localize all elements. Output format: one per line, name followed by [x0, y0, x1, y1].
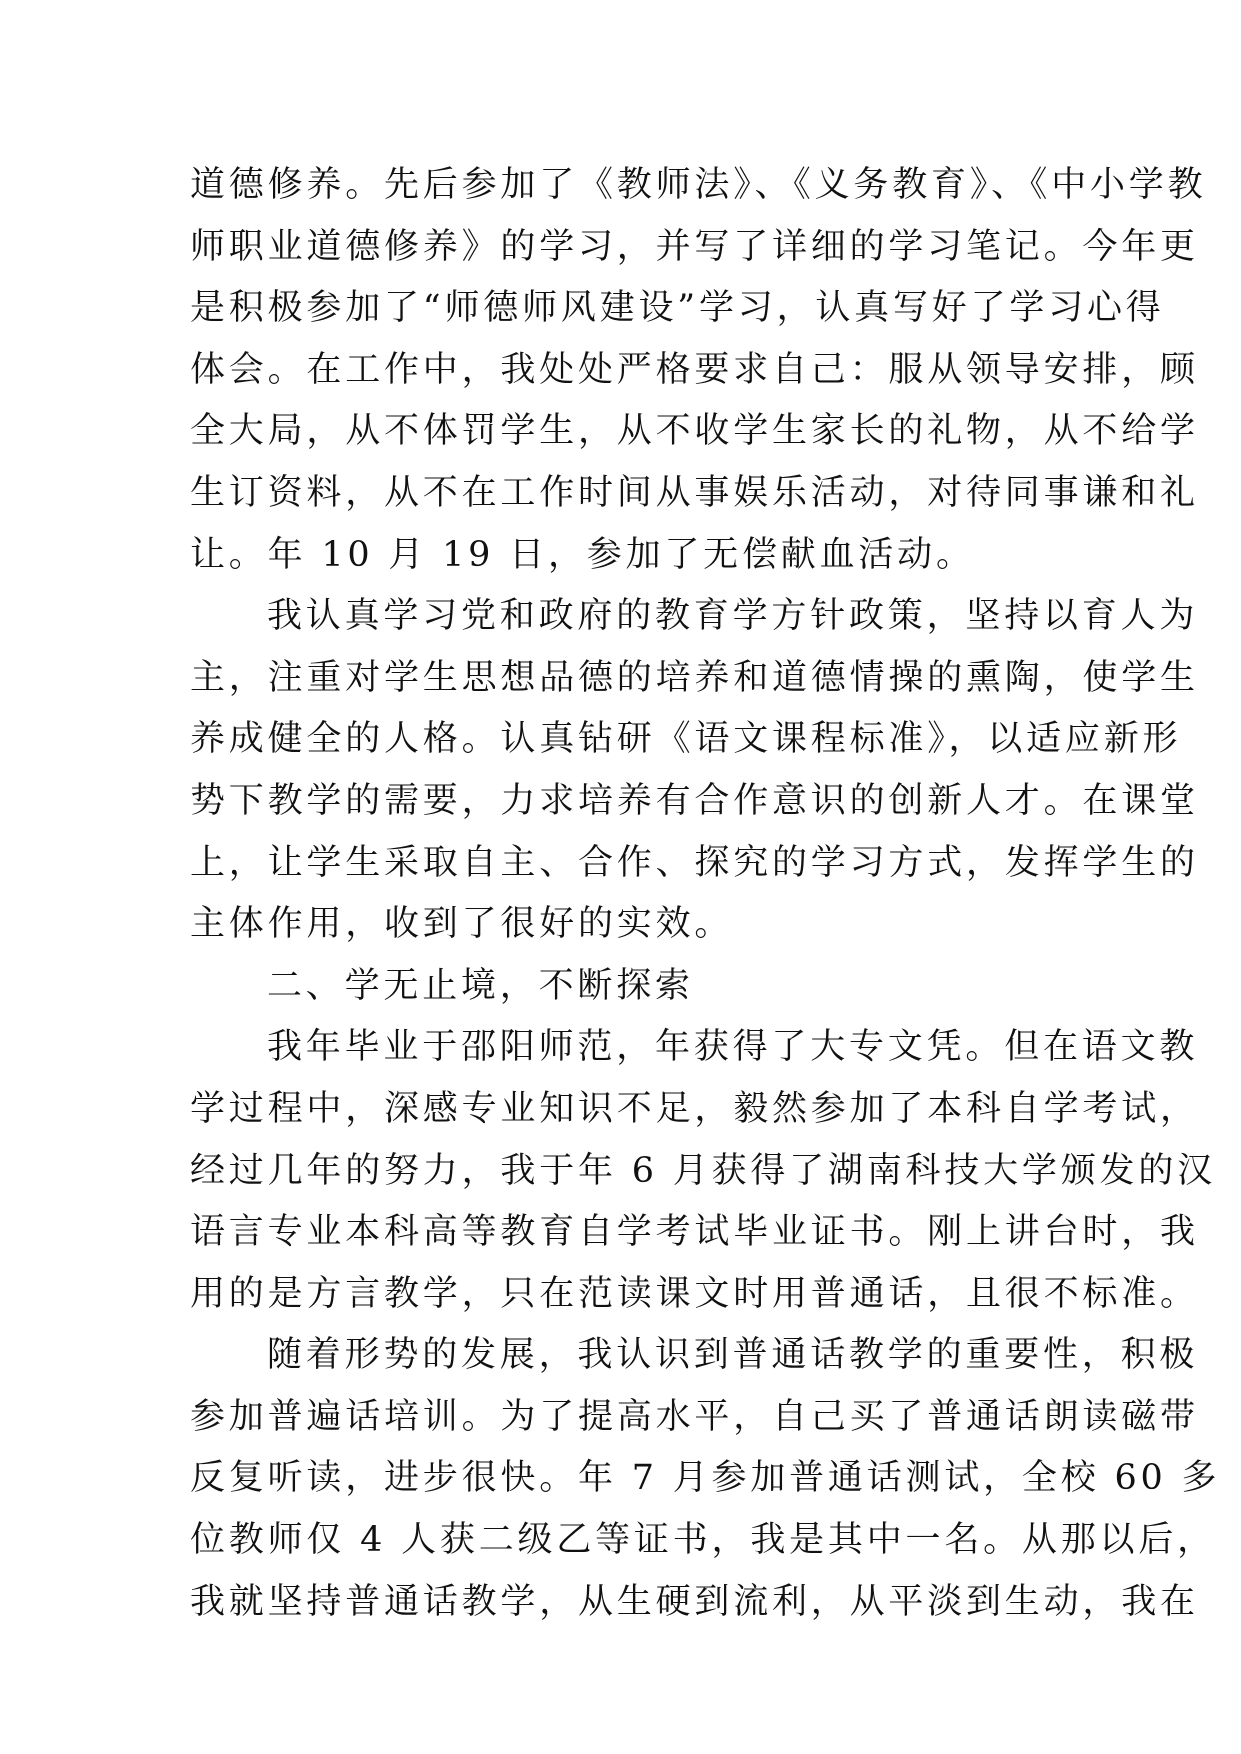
paragraph-first-line: 我年毕业于邵阳师范，年获得了大专文凭。但在语文教 — [267, 1027, 1199, 1068]
text-line: 反复听读，进步很快。年 7 月参加普通话测试，全校 60 多 — [190, 1458, 1221, 1499]
text-line: 主体作用，收到了很好的实效。 — [190, 904, 734, 945]
text-line: 上，让学生采取自主、合作、探究的学习方式，发挥学生的 — [190, 842, 1199, 883]
text-line: 师职业道德修养》的学习，并写了详细的学习笔记。今年更 — [190, 226, 1199, 267]
text-line: 我就坚持普通话教学，从生硬到流利，从平淡到生动，我在 — [190, 1581, 1199, 1622]
paragraph-first-line: 随着形势的发展，我认识到普通话教学的重要性，积极 — [267, 1335, 1199, 1376]
text-line: 势下教学的需要，力求培养有合作意识的创新人才。在课堂 — [190, 780, 1199, 821]
text-line: 全大局，从不体罚学生，从不收学生家长的礼物，从不给学 — [190, 411, 1199, 452]
text-line: 道德修养。先后参加了《教师法》、《义务教育》、《中小学教 — [190, 165, 1207, 205]
text-line: 用的是方言教学，只在范读课文时用普通话，且很不标准。 — [190, 1273, 1199, 1314]
text-line: 位教师仅 4 人获二级乙等证书，我是其中一名。从那以后， — [190, 1520, 1216, 1561]
text-line: 参加普遍话培训。为了提高水平，自己买了普通话朗读磁带 — [190, 1396, 1199, 1437]
paragraph-first-line: 我认真学习党和政府的教育学方针政策，坚持以育人为 — [267, 596, 1199, 637]
text-line: 让。年 10 月 19 日，参加了无偿献血活动。 — [190, 534, 975, 575]
text-line: 生订资料，从不在工作时间从事娱乐活动，对待同事谦和礼 — [190, 472, 1199, 513]
text-line: 是积极参加了“师德师风建设”学习，认真写好了学习心得 — [190, 288, 1165, 329]
text-line: 学过程中，深感专业知识不足，毅然参加了本科自学考试， — [190, 1088, 1199, 1129]
section-heading: 二、学无止境，不断探索 — [267, 965, 694, 1006]
text-line: 养成健全的人格。认真钻研《语文课程标准》，以适应新形 — [190, 719, 1182, 760]
text-line: 体会。在工作中，我处处严格要求自己：服从领导安排，顾 — [190, 349, 1199, 390]
document-body — [190, 155, 1221, 1633]
text-line: 主，注重对学生思想品德的培养和道德情操的熏陶，使学生 — [190, 657, 1199, 698]
text-line: 语言专业本科高等教育自学考试毕业证书。刚上讲台时，我 — [190, 1212, 1199, 1253]
text-line: 经过几年的努力，我于年 6 月获得了湖南科技大学颁发的汉 — [190, 1150, 1216, 1191]
